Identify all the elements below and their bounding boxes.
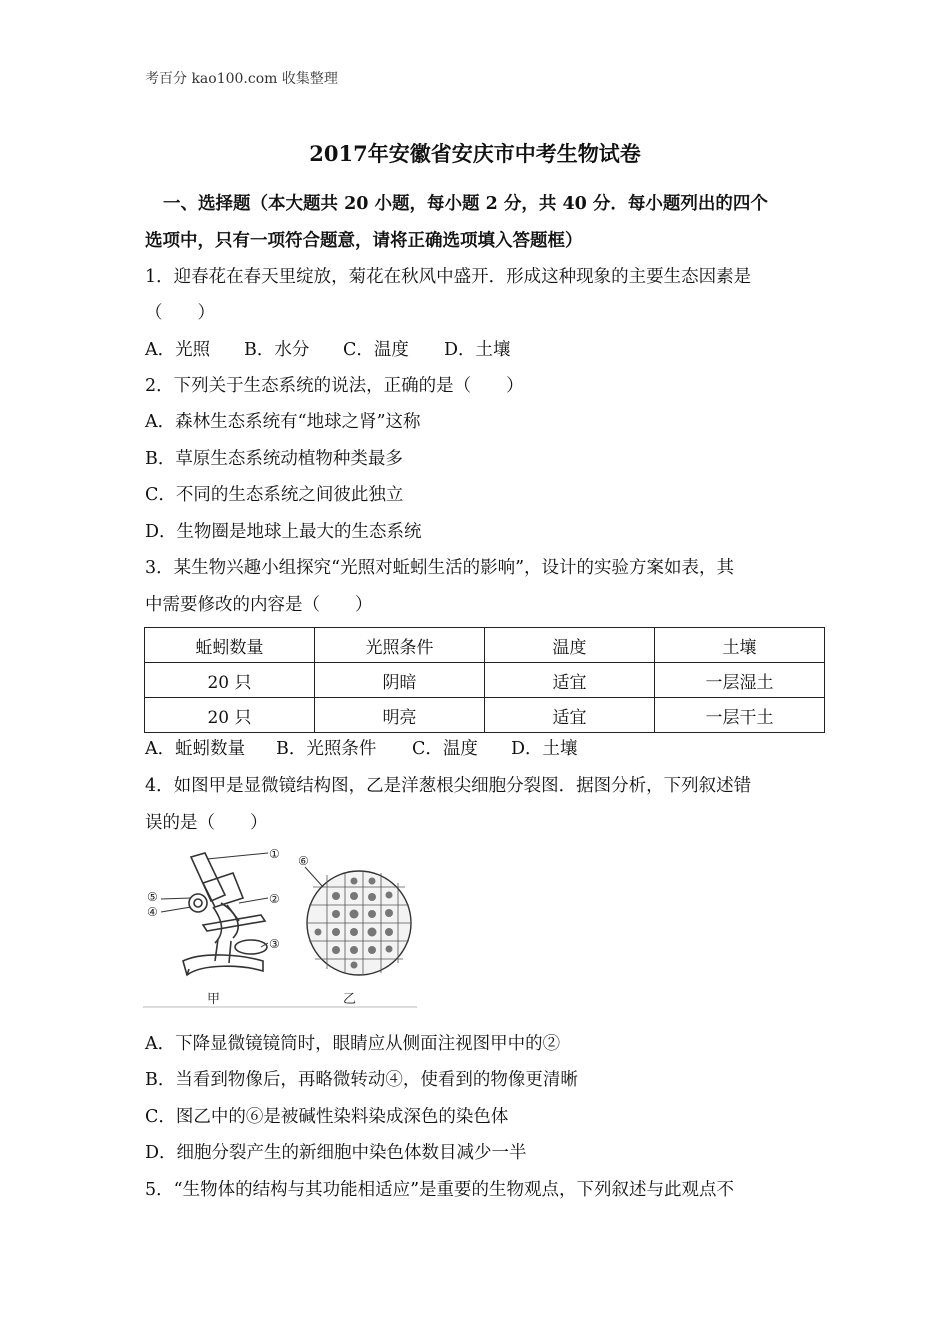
marker-1: ① — [269, 847, 280, 861]
table-header-cell: 温度 — [485, 628, 655, 663]
q3-stem-line2: 中需要修改的内容是（ ） — [145, 595, 373, 615]
q1-option-a: A．光照 — [145, 340, 211, 360]
q2-option-a: A．森林生态系统有“地球之肾”这称 — [145, 412, 421, 432]
marker-5: ⑤ — [147, 890, 158, 904]
q4-option-a: A．下降显微镜镜筒时，眼睛应从侧面注视图甲中的② — [145, 1034, 561, 1054]
table-cell: 适宜 — [485, 663, 655, 698]
marker-4: ④ — [147, 905, 158, 919]
q2-option-c: C．不同的生态系统之间彼此独立 — [145, 485, 404, 505]
q4-option-b: B．当看到物像后，再略微转动④，使看到的物像更清晰 — [145, 1070, 578, 1090]
q1-stem-line2: （ ） — [145, 303, 215, 323]
q4-stem-line2: 误的是（ ） — [145, 813, 268, 833]
q1-stem-line1: 1．迎春花在春天里绽放，菊花在秋风中盛开．形成这种现象的主要生态因素是 — [145, 267, 752, 287]
experiment-table — [144, 627, 825, 733]
microscope-drawing — [183, 853, 267, 975]
q2-option-b: B．草原生态系统动植物种类最多 — [145, 449, 403, 469]
section-instruction-line1: 一、选择题（本大题共 20 小题，每小题 2 分，共 40 分．每小题列出的四个 — [163, 194, 768, 214]
section-instruction-line2: 选项中，只有一项符合题意，请将正确选项填入答题框） — [145, 231, 583, 251]
figure-label-yi: 乙 — [343, 992, 357, 1007]
marker-2: ② — [269, 892, 280, 906]
microscope-cell-figure — [143, 843, 417, 1008]
source-header: 考百分 kao100.com 收集整理 — [145, 71, 338, 87]
page-title: 2017年安徽省安庆市中考生物试卷 — [309, 141, 641, 166]
table-cell: 一层干土 — [655, 698, 825, 733]
table-header-cell: 土壤 — [655, 628, 825, 663]
table-cell: 阴暗 — [315, 663, 485, 698]
table-cell: 20 只 — [145, 663, 315, 698]
q4-stem-line1: 4．如图甲是显微镜结构图，乙是洋葱根尖细胞分裂图．据图分析，下列叙述错 — [145, 776, 752, 796]
figure-label-jia: 甲 — [207, 992, 221, 1007]
marker-3: ③ — [269, 937, 280, 951]
table-cell: 明亮 — [315, 698, 485, 733]
q3-option-d: D．土壤 — [511, 739, 578, 759]
q4-option-c: C．图乙中的⑥是被碱性染料染成深色的染色体 — [145, 1107, 509, 1127]
q3-option-c: C．温度 — [412, 739, 478, 759]
q3-options — [145, 737, 578, 761]
table-cell: 一层湿土 — [655, 663, 825, 698]
q4-option-d: D．细胞分裂产生的新细胞中染色体数目减少一半 — [145, 1143, 527, 1163]
root-tip-cell-drawing — [305, 867, 411, 975]
table-header-cell: 蚯蚓数量 — [145, 628, 315, 663]
q2-option-d: D．生物圈是地球上最大的生态系统 — [145, 522, 422, 542]
table-cell: 20 只 — [145, 698, 315, 733]
q3-option-b: B．光照条件 — [276, 739, 377, 759]
q3-option-a: A．蚯蚓数量 — [145, 739, 246, 759]
q1-option-c: C．温度 — [343, 340, 409, 360]
q2-stem: 2．下列关于生态系统的说法，正确的是（ ） — [145, 376, 524, 396]
q1-option-d: D．土壤 — [444, 340, 511, 360]
q1-options — [145, 338, 511, 362]
table-cell: 适宜 — [485, 698, 655, 733]
q3-stem-line1: 3．某生物兴趣小组探究“光照对蚯蚓生活的影响”，设计的实验方案如表，其 — [145, 558, 735, 578]
table-row — [145, 698, 825, 733]
q5-stem-line1: 5．“生物体的结构与其功能相适应”是重要的生物观点，下列叙述与此观点不 — [145, 1180, 735, 1200]
table-header-cell: 光照条件 — [315, 628, 485, 663]
table-header-row — [145, 628, 825, 663]
marker-6: ⑥ — [298, 854, 309, 868]
q1-option-b: B．水分 — [244, 340, 310, 360]
table-row — [145, 663, 825, 698]
